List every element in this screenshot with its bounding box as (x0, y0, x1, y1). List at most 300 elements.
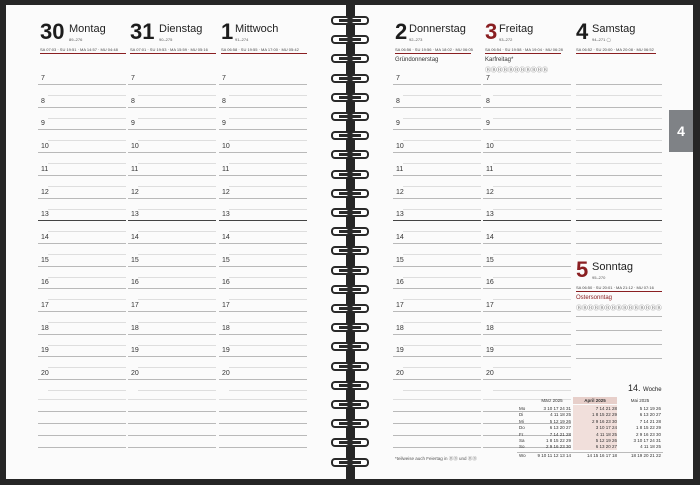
hour-label: 17 (41, 302, 49, 309)
hour-line (128, 84, 216, 85)
hour-label: 12 (41, 188, 49, 196)
hour-line (393, 288, 481, 289)
half-hour-line (229, 367, 307, 368)
half-hour-line (48, 390, 126, 391)
hour-line (219, 198, 307, 199)
mini-calendar-row (517, 412, 663, 418)
half-hour-line (229, 209, 307, 210)
hour-line (483, 243, 571, 244)
saturday-half-line (576, 118, 662, 119)
week-number (628, 383, 662, 393)
binding-ring (331, 93, 369, 102)
month-days: 4 11 18 25 (596, 431, 617, 437)
saturday-line (576, 129, 662, 130)
hour-label: 14 (396, 233, 404, 241)
hour-label: 7 (222, 75, 226, 82)
half-hour-line (48, 209, 126, 210)
half-hour-line (229, 345, 307, 346)
hour-line (128, 175, 216, 176)
notes-line (219, 411, 307, 412)
hour-label: 12 (486, 188, 494, 196)
hour-label: 14 (222, 233, 230, 241)
sun-moon-times: SA 06:56 · SU 19:56 · MA 18:02 · MU 06:05 (395, 47, 473, 52)
hour-line (38, 311, 126, 312)
saturday-half-line (576, 231, 662, 232)
mini-calendar-month-current: April 2025 (573, 397, 617, 404)
hour-line (219, 311, 307, 312)
binding-ring (331, 400, 369, 409)
hour-line (128, 198, 216, 199)
hour-line (483, 175, 571, 176)
hour-line (219, 84, 307, 85)
half-hour-line (493, 299, 571, 300)
day-header-friday (485, 19, 573, 74)
hour-line (38, 107, 126, 108)
hour-line (219, 356, 307, 357)
half-hour-line (403, 231, 481, 232)
half-hour-line (403, 186, 481, 187)
month-days: 6 13 20 27 (595, 444, 617, 450)
notes-line (128, 423, 216, 424)
hour-label: 20 (41, 370, 49, 378)
page-margin (664, 5, 693, 479)
day-rule (130, 53, 216, 54)
binding-ring (331, 150, 369, 159)
hour-line (483, 266, 571, 267)
hour-label: 18 (222, 324, 230, 332)
hour-label: 15 (131, 256, 139, 264)
month-days: 5 12 19 26 (595, 438, 617, 443)
hour-label: 16 (41, 279, 49, 287)
half-hour-line (138, 140, 216, 141)
hour-label: 11 (486, 165, 494, 173)
half-hour-line (229, 299, 307, 300)
notes-line (38, 435, 126, 436)
notes-line (219, 399, 307, 400)
month-days: 5 12 19 26 (639, 406, 661, 411)
month-tab[interactable]: 4 (669, 110, 693, 152)
hour-line (38, 379, 126, 380)
hour-line (38, 152, 126, 153)
hour-label: 13 (41, 211, 49, 219)
hour-label: 15 (396, 256, 404, 264)
half-hour-line (493, 277, 571, 278)
saturday-half-line (576, 254, 662, 255)
hour-label: 19 (131, 347, 139, 355)
binding-ring (331, 323, 369, 332)
sun-moon-times: SA 06:54 · SU 19:58 · MA 19:04 · MU 06:28 (485, 47, 563, 52)
notes-line (219, 447, 307, 448)
hour-label: 12 (131, 188, 139, 196)
month-days: 7 14 21 28 (639, 418, 661, 424)
hour-line (393, 107, 481, 108)
hour-label: 20 (486, 370, 494, 378)
notes-line (393, 423, 481, 424)
hour-line (393, 220, 481, 221)
half-hour-line (229, 254, 307, 255)
hour-label: 7 (486, 75, 490, 82)
half-hour-line (493, 209, 571, 210)
half-hour-line (229, 95, 307, 96)
hour-label: 8 (41, 97, 45, 105)
day-header-wednesday (221, 20, 309, 60)
month-days: 7 14 21 28 (595, 406, 617, 411)
half-hour-line (48, 95, 126, 96)
hour-line (483, 334, 571, 335)
half-hour-line (138, 390, 216, 391)
day-header-tuesday (130, 20, 218, 60)
hour-line (483, 356, 571, 357)
hour-label: 19 (222, 347, 230, 355)
half-hour-line (138, 186, 216, 187)
binding-ring (331, 458, 369, 467)
notes-line (38, 411, 126, 412)
hour-line (38, 288, 126, 289)
hour-line (483, 220, 571, 221)
mini-calendar-row (517, 425, 663, 431)
notes-line (128, 435, 216, 436)
hour-line (128, 243, 216, 244)
hour-line (393, 152, 481, 153)
hour-line (393, 198, 481, 199)
hour-line (483, 107, 571, 108)
month-days: 3 10 17 24 (595, 425, 617, 431)
half-hour-line (493, 390, 571, 391)
holiday-label: Ostersonntag (576, 295, 613, 301)
binding-ring (331, 304, 369, 313)
weekday-label: Mo (519, 406, 526, 411)
hour-line (128, 311, 216, 312)
day-rule (395, 53, 471, 54)
half-hour-line (229, 118, 307, 119)
hour-label: 20 (131, 370, 139, 378)
saturday-line (576, 107, 662, 108)
day-name: Donnerstag (409, 23, 466, 35)
hour-label: 18 (396, 324, 404, 332)
half-hour-line (229, 140, 307, 141)
half-hour-line (48, 322, 126, 323)
month-days: 1 8 15 22 29 (635, 425, 661, 431)
notes-line (393, 447, 481, 448)
hour-label: 15 (486, 256, 494, 264)
binding-ring (331, 189, 369, 198)
saturday-line (576, 175, 662, 176)
hour-line (38, 243, 126, 244)
month-days: 6 13 20 27 (639, 412, 661, 418)
half-hour-line (48, 118, 126, 119)
month-days: 2 9 16 23 30 (591, 418, 617, 424)
hour-label: 15 (222, 256, 230, 264)
hour-label: 16 (396, 279, 404, 287)
sun-moon-times: SA 06:58 · SU 19:55 · MA 17:00 · MU 05:42 (221, 47, 299, 52)
hour-line (38, 356, 126, 357)
half-hour-line (138, 254, 216, 255)
hour-line (128, 356, 216, 357)
half-hour-line (493, 140, 571, 141)
binding-ring (331, 112, 369, 121)
half-hour-line (48, 345, 126, 346)
binding-ring (331, 438, 369, 447)
hour-label: 9 (41, 120, 45, 128)
saturday-line (576, 220, 662, 221)
half-hour-line (493, 367, 571, 368)
binding-ring (331, 285, 369, 294)
weekday-label: Di (519, 412, 524, 418)
notes-line (38, 399, 126, 400)
day-rule (576, 291, 662, 292)
notes-line (219, 435, 307, 436)
notes-line (393, 435, 481, 436)
mini-calendar (517, 397, 663, 459)
binding-ring (331, 246, 369, 255)
saturday-line (576, 152, 662, 153)
hour-label: 10 (486, 143, 494, 151)
hour-label: 14 (131, 233, 139, 241)
month-days: 6 13 20 27 (549, 425, 571, 431)
half-hour-line (138, 231, 216, 232)
hour-line (393, 175, 481, 176)
binding-ring (331, 208, 369, 217)
hour-line (128, 288, 216, 289)
day-number: 1 (221, 19, 234, 44)
hour-label: 16 (486, 279, 494, 287)
hour-line (219, 243, 307, 244)
hour-label: 18 (41, 324, 49, 332)
weekday-label: So (519, 444, 525, 450)
hour-line (38, 84, 126, 85)
half-hour-line (403, 299, 481, 300)
notes-line (38, 447, 126, 448)
hour-line (219, 266, 307, 267)
half-hour-line (229, 277, 307, 278)
hour-line (393, 243, 481, 244)
hour-label: 17 (222, 302, 230, 309)
hour-line (483, 311, 571, 312)
mini-calendar-month: März 2025 (541, 398, 563, 403)
week-numbers: 14 15 16 17 18 (586, 453, 617, 458)
sun-moon-times: SA 06:50 · SU 20:01 · MA 21:12 · MU 07:16 (576, 285, 654, 290)
mini-calendar-row (517, 406, 663, 412)
sun-moon-times: SA 07:01 · SU 19:53 · MA 15:59 · MU 05:16 (130, 47, 208, 52)
half-hour-line (48, 299, 126, 300)
hour-label: 13 (486, 211, 494, 219)
hour-label: 7 (131, 75, 135, 82)
month-days: 2 9 16 23 30 (635, 431, 661, 437)
hour-label: 14 (41, 233, 49, 241)
half-hour-line (138, 322, 216, 323)
half-hour-line (403, 209, 481, 210)
day-rule (221, 53, 307, 54)
half-hour-line (493, 254, 571, 255)
sunday-line (576, 316, 662, 317)
hour-label: 11 (41, 165, 49, 173)
month-days: 2 9 16 23 30 (545, 444, 571, 450)
hour-label: 17 (486, 302, 494, 309)
saturday-line (576, 243, 662, 244)
binding-ring (331, 35, 369, 44)
half-hour-line (48, 367, 126, 368)
day-name: Dienstag (159, 23, 203, 35)
sunday-line (576, 344, 662, 345)
hour-line (128, 379, 216, 380)
half-hour-line (403, 118, 481, 119)
half-hour-line (138, 95, 216, 96)
hour-line (483, 288, 571, 289)
day-number: 4 (576, 19, 589, 44)
binding-ring (331, 131, 369, 140)
hour-label: 7 (396, 75, 400, 82)
hour-label: 12 (222, 188, 230, 196)
hour-label: 10 (131, 143, 139, 151)
half-hour-line (493, 186, 571, 187)
day-meta: 90–275 (159, 37, 173, 42)
day-number: 2 (395, 19, 408, 44)
hour-label: 10 (41, 143, 49, 151)
mini-calendar-row (517, 419, 663, 425)
hour-label: 19 (486, 347, 494, 355)
day-name: Samstag (592, 23, 636, 35)
hour-line (219, 107, 307, 108)
notes-line (38, 423, 126, 424)
day-meta: 95–270 (592, 275, 606, 280)
day-meta: 91–274 (235, 37, 249, 42)
hour-line (483, 198, 571, 199)
hour-label: 8 (396, 97, 400, 105)
day-number: 3 (485, 19, 498, 44)
binding-ring (331, 266, 369, 275)
saturday-half-line (576, 95, 662, 96)
half-hour-line (493, 231, 571, 232)
half-hour-line (493, 95, 571, 96)
hour-line (38, 266, 126, 267)
month-days: 7 14 21 28 (549, 431, 571, 437)
day-meta: 94–271 ◯ (592, 37, 611, 42)
hour-label: 16 (131, 279, 139, 287)
hour-label: 7 (41, 75, 45, 82)
mini-calendar-row (517, 432, 663, 438)
half-hour-line (138, 345, 216, 346)
hour-label: 9 (486, 120, 490, 128)
binding-ring (331, 170, 369, 179)
week-number-label: Woche (643, 387, 662, 393)
hour-line (219, 288, 307, 289)
hour-label: 12 (396, 188, 404, 196)
hour-line (393, 84, 481, 85)
month-days: 4 11 18 25 (550, 412, 571, 418)
day-header-sunday (576, 257, 664, 312)
hour-label: 19 (396, 347, 404, 355)
weekday-label: Fr (519, 431, 524, 437)
half-hour-line (403, 277, 481, 278)
half-hour-line (403, 140, 481, 141)
hour-line (483, 379, 571, 380)
day-header-monday (40, 20, 128, 60)
hour-line (393, 334, 481, 335)
half-hour-line (403, 322, 481, 323)
day-rule (485, 53, 561, 54)
day-name: Freitag (499, 23, 534, 35)
day-number: 31 (130, 19, 155, 44)
hour-line (393, 311, 481, 312)
hour-label: 8 (486, 97, 490, 105)
saturday-half-line (576, 186, 662, 187)
binding-ring (331, 16, 369, 25)
saturday-half-line (576, 140, 662, 141)
saturday-half-line (576, 209, 662, 210)
day-name: Mittwoch (235, 23, 279, 35)
saturday-line (576, 198, 662, 199)
notes-line (219, 423, 307, 424)
hour-label: 8 (222, 97, 226, 105)
hour-line (128, 266, 216, 267)
hour-label: 10 (222, 143, 230, 151)
day-number: 5 (576, 257, 589, 282)
half-hour-line (493, 163, 571, 164)
half-hour-line (493, 345, 571, 346)
half-hour-line (48, 140, 126, 141)
notes-line (128, 411, 216, 412)
saturday-line (576, 84, 662, 85)
hour-label: 16 (222, 279, 230, 287)
binding-ring (331, 381, 369, 390)
hour-line (219, 334, 307, 335)
binding-ring (331, 227, 369, 236)
half-hour-line (48, 186, 126, 187)
hour-label: 18 (131, 324, 139, 332)
hour-label: 20 (396, 370, 404, 378)
notes-line (128, 447, 216, 448)
notes-line (393, 411, 481, 412)
half-hour-line (138, 118, 216, 119)
sunday-line (576, 330, 662, 331)
hour-line (483, 129, 571, 130)
hour-label: 10 (396, 143, 404, 151)
hour-label: 11 (131, 165, 139, 173)
binding-ring (331, 74, 369, 83)
hour-line (128, 220, 216, 221)
hour-line (393, 356, 481, 357)
hour-line (219, 175, 307, 176)
half-hour-line (48, 254, 126, 255)
half-hour-line (138, 163, 216, 164)
hour-line (38, 129, 126, 130)
hour-line (219, 129, 307, 130)
half-hour-line (493, 118, 571, 119)
region-badges: ⒷⒷⒷⒷⒷⒷⒷⒷⒷⒷⒷⒷⒷⒷⒷ (576, 306, 662, 312)
day-meta: 89–276 (69, 37, 83, 42)
half-hour-line (48, 277, 126, 278)
hour-line (128, 107, 216, 108)
hour-line (219, 152, 307, 153)
day-meta: 93–272 (499, 37, 513, 42)
half-hour-line (229, 231, 307, 232)
weekday-label: Sa (519, 438, 525, 443)
binding-ring (331, 362, 369, 371)
binding-ring (331, 419, 369, 428)
footnote: *teilweise auch Feiertag in ⒷⒷ und ⒷⒷ (395, 456, 477, 461)
notes-line (393, 399, 481, 400)
hour-line (128, 334, 216, 335)
hour-label: 15 (41, 256, 49, 264)
day-meta: 92–273 (409, 37, 423, 42)
holiday-label: Gründonnerstag (395, 57, 439, 63)
region-badges: ⒷⒷⒷⒷⒷⒷⒷⒷⒷⒷⒷ (485, 68, 548, 74)
half-hour-line (493, 322, 571, 323)
binding-ring (331, 342, 369, 351)
month-days: 3 10 17 24 31 (633, 438, 661, 443)
hour-label: 8 (131, 97, 135, 105)
holiday-label: Karfreitag* (485, 57, 514, 63)
